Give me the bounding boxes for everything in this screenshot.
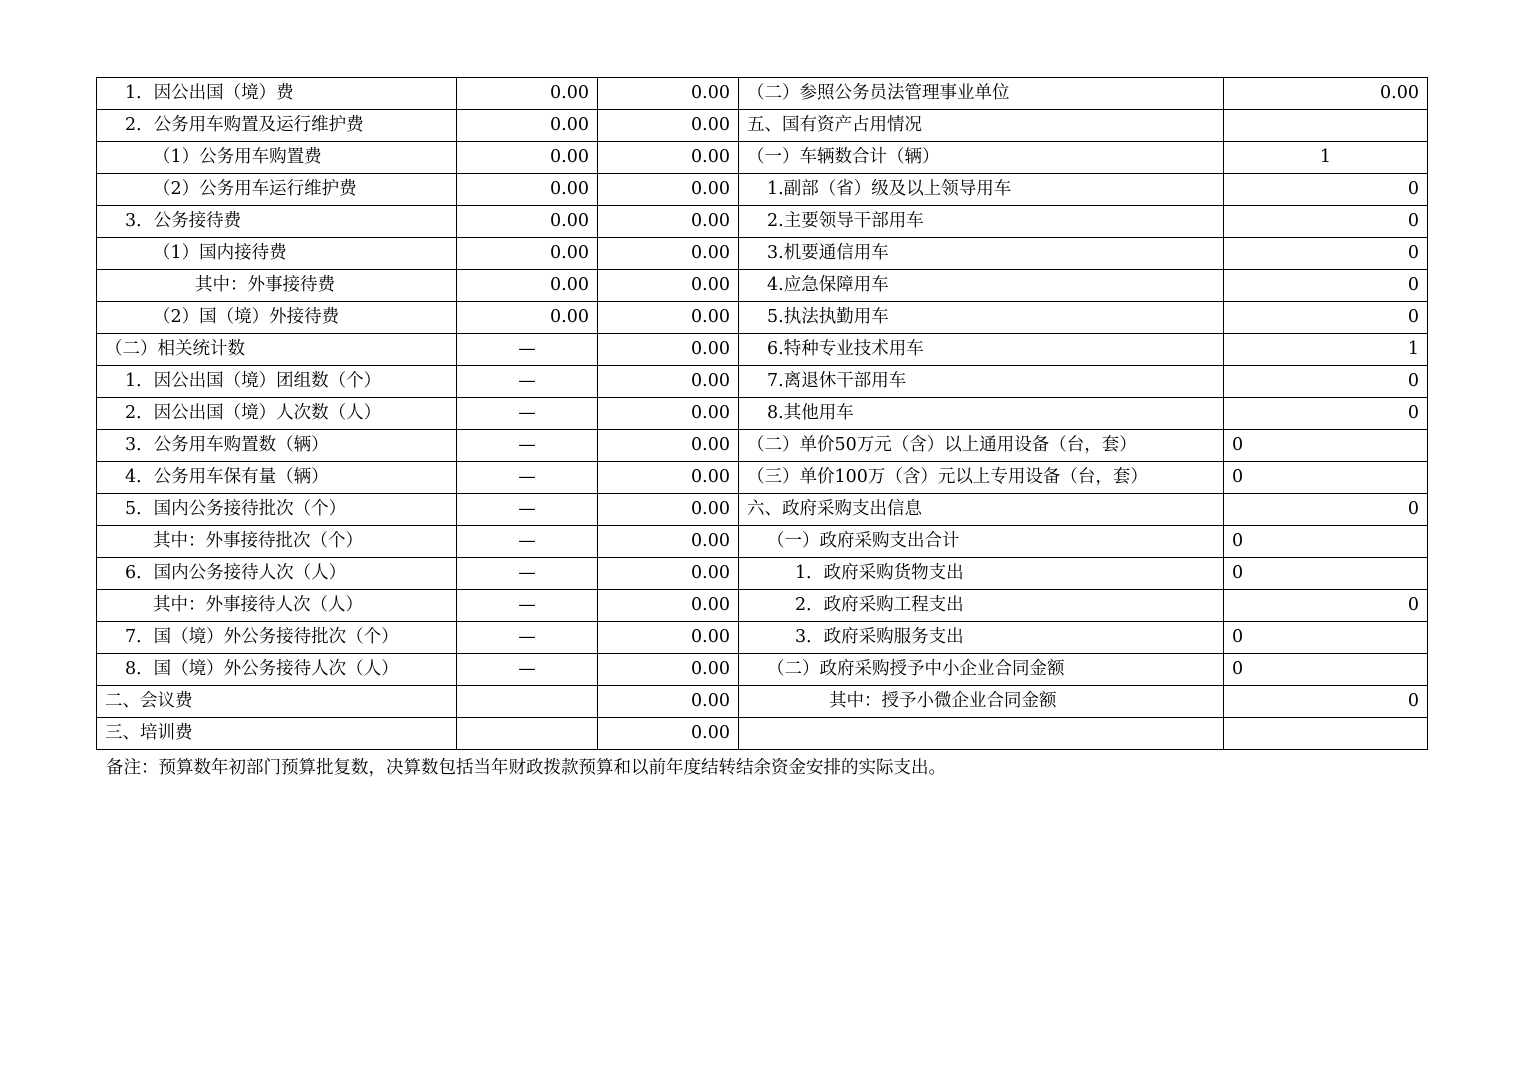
- table-row: [97, 494, 1428, 526]
- final-value: 0.00: [598, 590, 739, 622]
- final-value: 0.00: [598, 110, 739, 142]
- left-item-label: 其中：外事接待费: [97, 270, 457, 302]
- budget-value: 0.00: [457, 206, 598, 238]
- right-item-label: 3．政府采购服务支出: [739, 622, 1224, 654]
- right-item-label: 6.特种专业技术用车: [739, 334, 1224, 366]
- right-item-label: 4.应急保障用车: [739, 270, 1224, 302]
- right-item-value: 0: [1224, 526, 1428, 558]
- right-item-value: 0: [1224, 654, 1428, 686]
- table-row: [97, 558, 1428, 590]
- final-value: 0.00: [598, 142, 739, 174]
- budget-value: [457, 718, 598, 750]
- right-item-label: （二）参照公务员法管理事业单位: [739, 78, 1224, 110]
- footnote: 备注：预算数年初部门预算批复数，决算数包括当年财政拨款预算和以前年度结转结余资金安排的实际支出。: [106, 758, 946, 778]
- statistics-table: [96, 77, 1428, 750]
- final-value: 0.00: [598, 174, 739, 206]
- final-value: 0.00: [598, 462, 739, 494]
- left-item-label: 7．国（境）外公务接待批次（个）: [97, 622, 457, 654]
- right-item-value: 0: [1224, 398, 1428, 430]
- budget-value: 0.00: [457, 270, 598, 302]
- left-item-label: 2．因公出国（境）人次数（人）: [97, 398, 457, 430]
- right-item-label: 1．政府采购货物支出: [739, 558, 1224, 590]
- right-item-label: 8.其他用车: [739, 398, 1224, 430]
- table-row: [97, 174, 1428, 206]
- budget-value: —: [457, 398, 598, 430]
- left-item-label: （1）国内接待费: [97, 238, 457, 270]
- table-row: [97, 334, 1428, 366]
- final-value: 0.00: [598, 334, 739, 366]
- budget-value: 0.00: [457, 174, 598, 206]
- table-row: [97, 462, 1428, 494]
- budget-value: [457, 686, 598, 718]
- budget-value: 0.00: [457, 78, 598, 110]
- final-value: 0.00: [598, 430, 739, 462]
- right-item-value: 0: [1224, 494, 1428, 526]
- final-value: 0.00: [598, 366, 739, 398]
- left-item-label: 3．公务用车购置数（辆）: [97, 430, 457, 462]
- budget-value: —: [457, 558, 598, 590]
- right-item-label: （二）政府采购授予中小企业合同金额: [739, 654, 1224, 686]
- left-item-label: （2）公务用车运行维护费: [97, 174, 457, 206]
- right-item-value: 0: [1224, 238, 1428, 270]
- final-value: 0.00: [598, 238, 739, 270]
- right-item-value: 0: [1224, 622, 1428, 654]
- right-item-label: 五、国有资产占用情况: [739, 110, 1224, 142]
- table-row: [97, 110, 1428, 142]
- right-item-label: 7.离退休干部用车: [739, 366, 1224, 398]
- right-item-value: 0: [1224, 270, 1428, 302]
- final-value: 0.00: [598, 558, 739, 590]
- final-value: 0.00: [598, 78, 739, 110]
- table-row: [97, 590, 1428, 622]
- right-item-value: 0: [1224, 302, 1428, 334]
- right-item-label: 1.副部（省）级及以上领导用车: [739, 174, 1224, 206]
- left-item-label: （二）相关统计数: [97, 334, 457, 366]
- final-value: 0.00: [598, 526, 739, 558]
- table-row: [97, 238, 1428, 270]
- left-item-label: 3．公务接待费: [97, 206, 457, 238]
- budget-value: 0.00: [457, 142, 598, 174]
- budget-value: —: [457, 366, 598, 398]
- table-row: [97, 302, 1428, 334]
- right-item-value: 0.00: [1224, 78, 1428, 110]
- right-item-value: 0: [1224, 590, 1428, 622]
- left-item-label: 其中：外事接待批次（个）: [97, 526, 457, 558]
- right-item-value: [1224, 718, 1428, 750]
- final-value: 0.00: [598, 206, 739, 238]
- table-row: [97, 398, 1428, 430]
- right-item-value: 0: [1224, 558, 1428, 590]
- table-row: [97, 206, 1428, 238]
- budget-value: —: [457, 622, 598, 654]
- left-item-label: 6．国内公务接待人次（人）: [97, 558, 457, 590]
- budget-value: —: [457, 590, 598, 622]
- final-value: 0.00: [598, 494, 739, 526]
- right-item-label: 3.机要通信用车: [739, 238, 1224, 270]
- budget-value: —: [457, 526, 598, 558]
- final-value: 0.00: [598, 302, 739, 334]
- right-item-label: 其中：授予小微企业合同金额: [739, 686, 1224, 718]
- right-item-value: 0: [1224, 206, 1428, 238]
- right-item-label: （一）车辆数合计（辆）: [739, 142, 1224, 174]
- final-value: 0.00: [598, 718, 739, 750]
- table-row: [97, 78, 1428, 110]
- statistics-table-container: [96, 77, 1427, 750]
- right-item-value: 0: [1224, 366, 1428, 398]
- final-value: 0.00: [598, 686, 739, 718]
- table-row: [97, 366, 1428, 398]
- table-row: [97, 142, 1428, 174]
- right-item-label: 2．政府采购工程支出: [739, 590, 1224, 622]
- right-item-label: 2.主要领导干部用车: [739, 206, 1224, 238]
- right-item-value: 1: [1224, 334, 1428, 366]
- right-item-label: [739, 718, 1224, 750]
- left-item-label: （2）国（境）外接待费: [97, 302, 457, 334]
- left-item-label: 2．公务用车购置及运行维护费: [97, 110, 457, 142]
- left-item-label: （1）公务用车购置费: [97, 142, 457, 174]
- right-item-value: [1224, 110, 1428, 142]
- budget-value: 0.00: [457, 238, 598, 270]
- table-row: [97, 718, 1428, 750]
- right-item-value: 0: [1224, 174, 1428, 206]
- budget-value: —: [457, 654, 598, 686]
- final-value: 0.00: [598, 622, 739, 654]
- budget-value: —: [457, 462, 598, 494]
- right-item-label: （二）单价50万元（含）以上通用设备（台，套）: [739, 430, 1224, 462]
- left-item-label: 三、培训费: [97, 718, 457, 750]
- right-item-label: （一）政府采购支出合计: [739, 526, 1224, 558]
- right-item-label: 六、政府采购支出信息: [739, 494, 1224, 526]
- left-item-label: 1．因公出国（境）团组数（个）: [97, 366, 457, 398]
- final-value: 0.00: [598, 654, 739, 686]
- left-item-label: 5．国内公务接待批次（个）: [97, 494, 457, 526]
- final-value: 0.00: [598, 398, 739, 430]
- budget-value: 0.00: [457, 302, 598, 334]
- table-row: [97, 654, 1428, 686]
- final-value: 0.00: [598, 270, 739, 302]
- left-item-label: 二、会议费: [97, 686, 457, 718]
- budget-value: —: [457, 430, 598, 462]
- right-item-value: 0: [1224, 430, 1428, 462]
- right-item-value: 0: [1224, 462, 1428, 494]
- right-item-value: 0: [1224, 686, 1428, 718]
- left-item-label: 8．国（境）外公务接待人次（人）: [97, 654, 457, 686]
- budget-value: —: [457, 494, 598, 526]
- budget-value: —: [457, 334, 598, 366]
- budget-value: 0.00: [457, 110, 598, 142]
- left-item-label: 1．因公出国（境）费: [97, 78, 457, 110]
- table-row: [97, 622, 1428, 654]
- table-row: [97, 686, 1428, 718]
- table-row: [97, 430, 1428, 462]
- right-item-label: （三）单价100万（含）元以上专用设备（台，套）: [739, 462, 1224, 494]
- right-item-value: 1: [1224, 142, 1428, 174]
- left-item-label: 其中：外事接待人次（人）: [97, 590, 457, 622]
- table-row: [97, 526, 1428, 558]
- right-item-label: 5.执法执勤用车: [739, 302, 1224, 334]
- table-row: [97, 270, 1428, 302]
- left-item-label: 4．公务用车保有量（辆）: [97, 462, 457, 494]
